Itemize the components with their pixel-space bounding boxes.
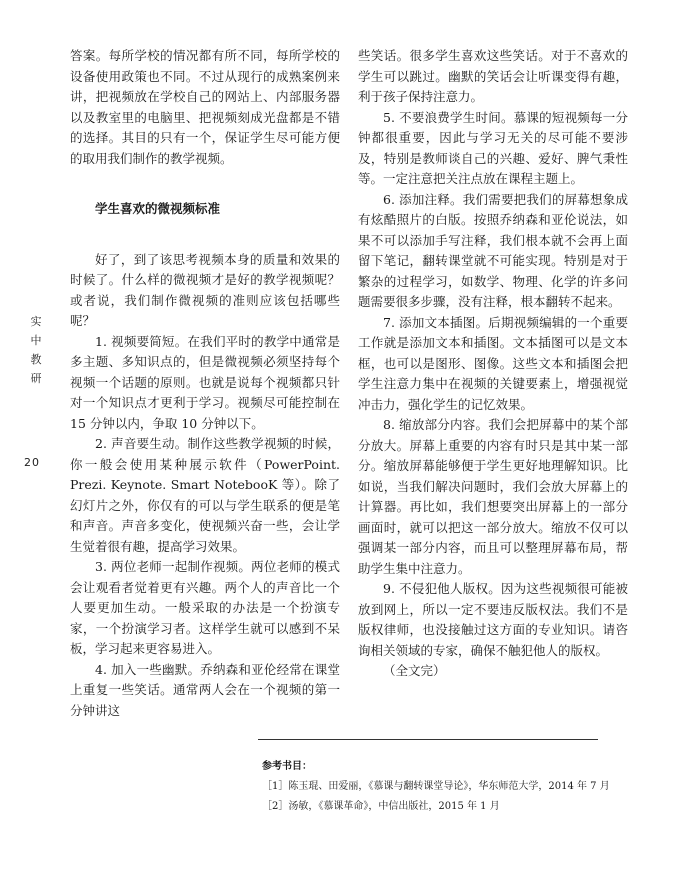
paragraph: 2. 声音要生动。制作这些教学视频的时候，你一般会使用某种展示软件（PowerPoint. Prezi. Keynote. Smart NotebooK 等）。除了幻灯片之外，你仅有的可以与学生联系的便是笔和声音。声音多变化，使视频兴奋一些，会让学生觉着很有趣，提高学习效果。 — [70, 436, 340, 554]
side-label-char: 研 — [30, 372, 42, 385]
side-label-char: 中 — [30, 334, 42, 347]
reference-item: ［1］陈玉琨、田爱丽，《慕课与翻转课堂导论》，华东师范大学，2014 年 7 月 — [262, 781, 610, 792]
paragraph: 1. 视频要简短。在我们平时的教学中通常是多主题、多知识点的，但是微视频必须坚持每个视频一个话题的原则。也就是说每个视频都只针对一个知识点才更利于学习。视频尽可能控制在 15 分钟以内，争取 10 分钟以下。 — [70, 333, 340, 431]
right-column — [358, 46, 628, 682]
journal-side-label — [28, 312, 44, 388]
side-label-char: 教 — [30, 353, 42, 366]
paragraph: 7. 添加文本插图。后期视频编辑的一个重要工作就是添加文本和插图。文本插图可以是文本框，也可以是图形、图像。这些文本和插图会把学生注意力集中在视频的关键要素上，增强视觉冲击力，强化学生的记忆效果。 — [358, 314, 628, 412]
section-heading: 学生喜欢的微视频标准 — [95, 201, 221, 216]
references-divider — [258, 739, 598, 740]
page-number: 20 — [24, 456, 40, 469]
paragraph: 5. 不要浪费学生时间。慕课的短视频每一分钟都很重要，因此与学习无关的尽可能不要涉及，特别是教师谈自己的兴趣、爱好、脾气秉性等。一定注意把关注点放在课程主题上。 — [358, 109, 628, 186]
reference-item: ［2］汤敏，《慕课革命》，中信出版社，2015 年 1 月 — [262, 801, 500, 812]
left-column — [70, 46, 340, 721]
paragraph: 些笑话。很多学生喜欢这些笑话。对于不喜欢的学生可以跳过。幽默的笑话会让听课变得有趣，利于孩子保持注意力。 — [358, 48, 628, 104]
paragraph: 9. 不侵犯他人版权。因为这些视频很可能被放到网上，所以一定不要违反版权法。我们不是版权律师，也没接触过这方面的专业知识。请咨询相关领域的专家，确保不触犯他人的版权。 — [358, 581, 628, 658]
paragraph: 3. 两位老师一起制作视频。两位老师的模式会让观看者觉着更有兴趣。两个人的声音比一个人要更加生动。一般采取的办法是一个扮演专家，一个扮演学习者。这样学生就可以感到不呆板，学习起来更容易进入。 — [70, 559, 340, 656]
paragraph: 好了，到了该思考视频本身的质量和效果的时候了。什么样的微视频才是好的教学视频呢？或者说，我们制作微视频的准则应该包括哪些呢？ — [70, 251, 340, 328]
paragraph: 6. 添加注释。我们需要把我们的屏幕想象成有炫酷照片的白版。按照乔纳森和亚伦说法，如果不可以添加手写注释，我们根本就不会再上面留下笔记，翻转课堂就不可能实现。特别是对于繁杂的过程学习，如数学、物理、化学的许多问题需要很多步骤，没有注释，根本翻转不起来。 — [358, 191, 628, 309]
paragraph: 8. 缩放部分内容。我们会把屏幕中的某个部分放大。屏幕上重要的内容有时只是其中某一部分。缩放屏幕能够便于学生更好地理解知识。比如说，当我们解决问题时，我们会放大屏幕上的计算器。再比如，我们想要突出屏幕上的一部分画面时，就可以把这一部分放大。缩放不仅可以强调某一部分内容，而且可以整理屏幕布局，帮助学生集中注意力。 — [358, 417, 628, 576]
end-marker: （全文完） — [383, 663, 446, 678]
paragraph: 4. 加入一些幽默。乔纳森和亚伦经常在课堂上重复一些笑话。通常两人会在一个视频的第一分钟讲这 — [70, 661, 340, 718]
side-label-char: 实 — [30, 315, 42, 328]
references — [262, 757, 662, 817]
references-title: 参考书目： — [262, 761, 312, 772]
paragraph: 答案。每所学校的情况都有所不同，每所学校的设备使用政策也不同。不过从现行的成熟案例来讲，把视频放在学校自己的网站上、内部服务器以及教室里的电脑里、把视频刻成光盘都是不错的选择。其目的只有一个，保证学生尽可能方便的取用我们制作的教学视频。 — [70, 48, 340, 166]
